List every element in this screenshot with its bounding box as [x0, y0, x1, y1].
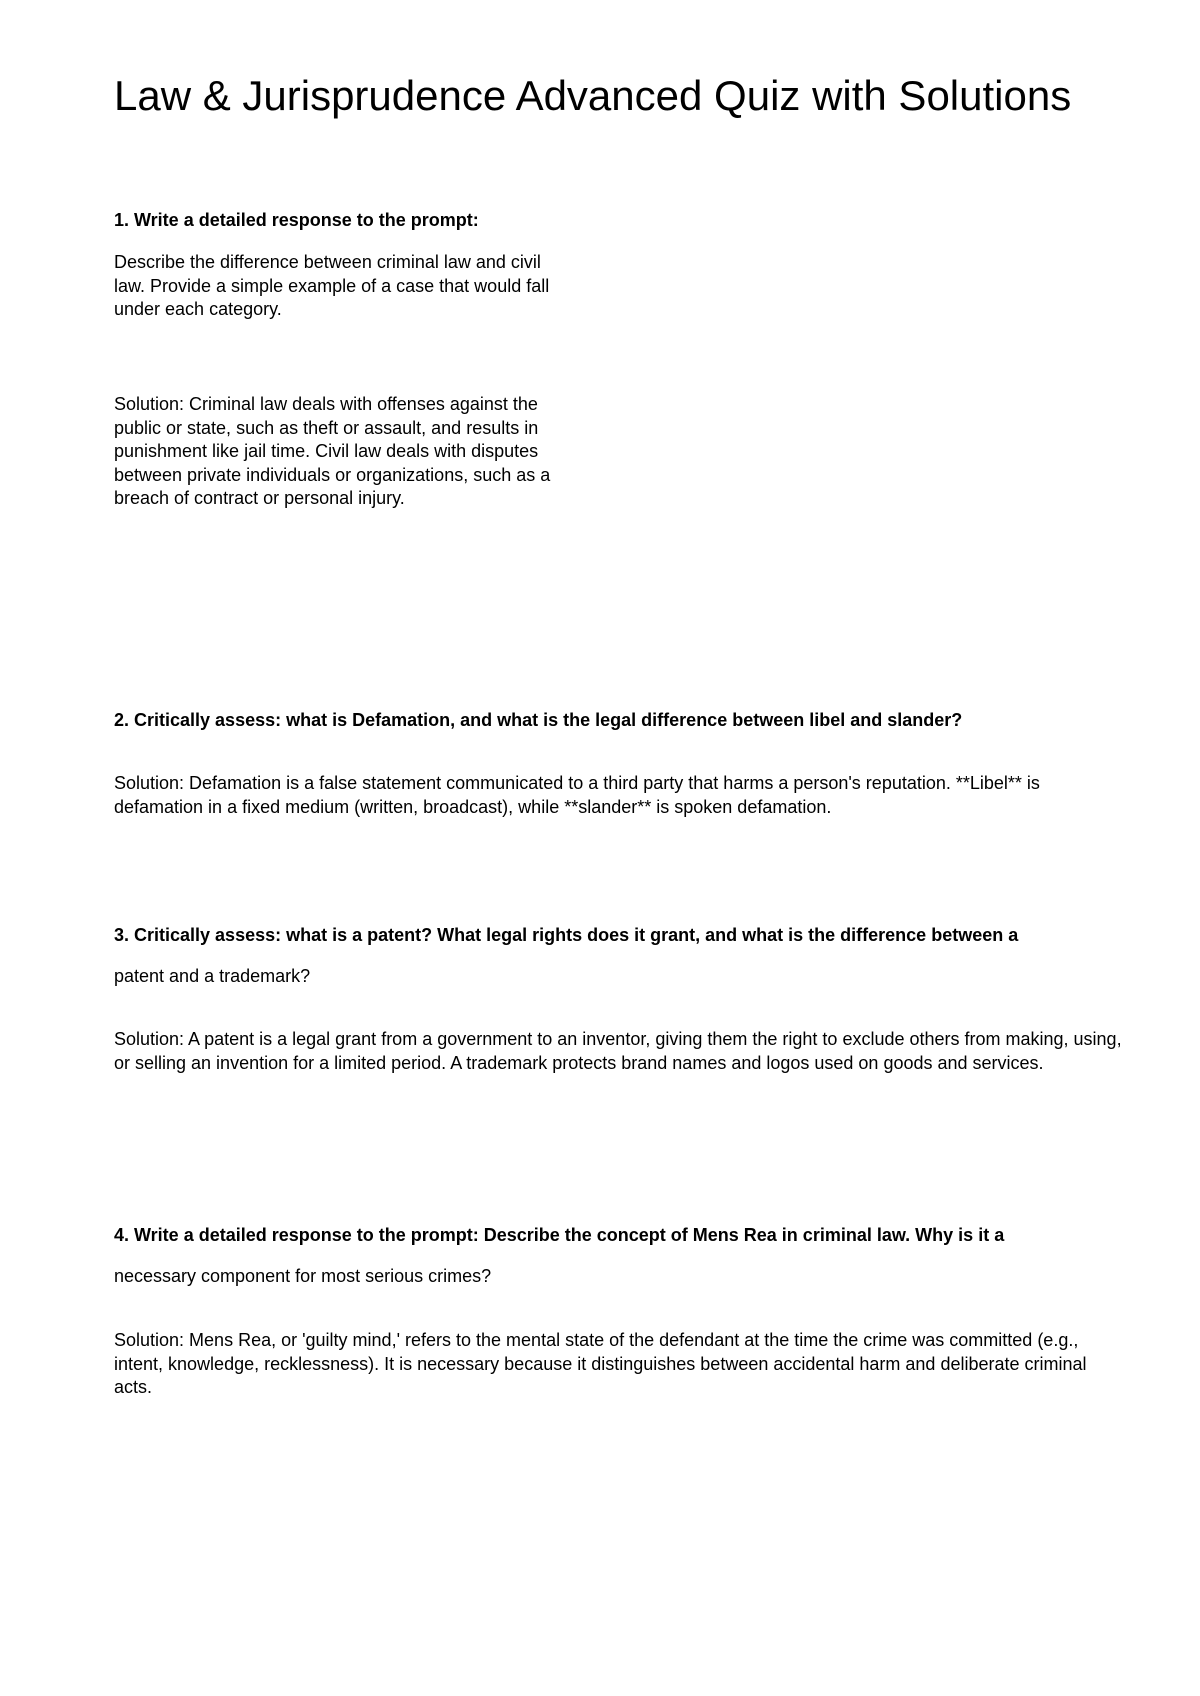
question-4-heading-continuation: necessary component for most serious crimes?: [114, 1266, 492, 1286]
question-3-heading: 3. Critically assess: what is a patent? What legal rights does it grant, and what is the difference between a: [114, 925, 1019, 945]
question-2-heading: 2. Critically assess: what is Defamation, and what is the legal difference between libel and slander?: [114, 710, 963, 730]
question-3-heading-continuation: patent and a trademark?: [114, 966, 311, 986]
question-1-heading: 1. Write a detailed response to the prompt:: [114, 210, 479, 230]
question-4-solution: Solution: Mens Rea, or 'guilty mind,' refers to the mental state of the defendant at the time the crime was committed (e.g., intent, knowledge, recklessness). It is necessary because it distinguishes between accidental harm and deliberate criminal acts.: [114, 1330, 1087, 1397]
question-1-prompt: Describe the difference between criminal law and civil law. Provide a simple example of a case that would fall under each category.: [114, 252, 550, 319]
question-1-solution: Solution: Criminal law deals with offenses against the public or state, such as theft or assault, and results in punishment like jail time. Civil law deals with disputes between private individuals or organizations, such as a breach of contract or personal injury.: [114, 394, 551, 508]
question-2-solution: Solution: Defamation is a false statement communicated to a third party that harms a person's reputation. **Libel** is defamation in a fixed medium (written, broadcast), while **slander** is spoken defamation.: [114, 773, 1040, 817]
document-title: Law & Jurisprudence Advanced Quiz with Solutions: [114, 72, 1072, 119]
question-3-solution: Solution: A patent is a legal grant from a government to an inventor, giving them the right to exclude others from making, using, or selling an invention for a limited period. A trademark protects brand names and logos used on goods and services.: [114, 1029, 1122, 1073]
question-4-heading: 4. Write a detailed response to the prompt: Describe the concept of Mens Rea in criminal law. Why is it a: [114, 1225, 1005, 1245]
